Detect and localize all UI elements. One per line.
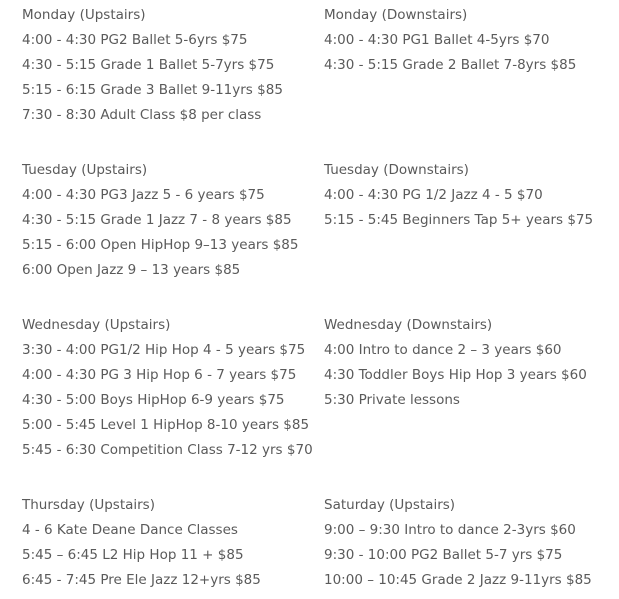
schedule-wednesday-upstairs bbox=[22, 314, 312, 464]
schedule-heading: Thursday (Upstairs) bbox=[22, 497, 155, 513]
class-entry: 5:00 - 5:45 Level 1 HipHop 8-10 years $85 bbox=[22, 417, 310, 433]
class-entry: 3:30 - 4:00 PG1/2 Hip Hop 4 - 5 years $75 bbox=[22, 342, 306, 358]
schedule-monday-upstairs bbox=[22, 4, 312, 129]
class-entry: 6:45 - 7:45 Pre Ele Jazz 12+yrs $85 bbox=[22, 572, 261, 588]
class-entry: 4:30 - 5:15 Grade 1 Ballet 5-7yrs $75 bbox=[22, 57, 275, 73]
schedule-tuesday-downstairs bbox=[324, 159, 614, 234]
schedule-thursday-upstairs bbox=[22, 494, 312, 594]
schedule-monday-downstairs bbox=[324, 4, 614, 79]
class-entry: 4:00 - 4:30 PG 1/2 Jazz 4 - 5 $70 bbox=[324, 187, 543, 203]
schedule-wednesday-downstairs bbox=[324, 314, 614, 414]
class-entry: 4:30 - 5:00 Boys HipHop 6-9 years $75 bbox=[22, 392, 285, 408]
class-entry: 4:00 - 4:30 PG1 Ballet 4-5yrs $70 bbox=[324, 32, 550, 48]
class-entry: 5:15 - 5:45 Beginners Tap 5+ years $75 bbox=[324, 212, 594, 228]
schedule-heading: Wednesday (Downstairs) bbox=[324, 317, 493, 333]
class-entry: 10:00 – 10:45 Grade 2 Jazz 9-11yrs $85 bbox=[324, 572, 592, 588]
class-entry: 9:00 – 9:30 Intro to dance 2-3yrs $60 bbox=[324, 522, 576, 538]
class-entry: 5:45 – 6:45 L2 Hip Hop 11 + $85 bbox=[22, 547, 244, 563]
class-entry: 6:00 Open Jazz 9 – 13 years $85 bbox=[22, 262, 241, 278]
class-entry: 5:45 - 6:30 Competition Class 7-12 yrs $70 bbox=[22, 442, 313, 458]
class-entry: 5:30 Private lessons bbox=[324, 392, 460, 408]
class-entry: 4:30 - 5:15 Grade 2 Ballet 7-8yrs $85 bbox=[324, 57, 577, 73]
class-entry: 4:00 - 4:30 PG 3 Hip Hop 6 - 7 years $75 bbox=[22, 367, 297, 383]
schedule-tuesday-upstairs bbox=[22, 159, 312, 284]
class-entry: 5:15 - 6:15 Grade 3 Ballet 9-11yrs $85 bbox=[22, 82, 283, 98]
schedule-saturday-upstairs bbox=[324, 494, 614, 594]
class-entry: 4:00 - 4:30 PG3 Jazz 5 - 6 years $75 bbox=[22, 187, 265, 203]
class-entry: 4:30 Toddler Boys Hip Hop 3 years $60 bbox=[324, 367, 587, 383]
class-entry: 4:30 - 5:15 Grade 1 Jazz 7 - 8 years $85 bbox=[22, 212, 292, 228]
class-entry: 4 - 6 Kate Deane Dance Classes bbox=[22, 522, 238, 538]
schedule-heading: Monday (Downstairs) bbox=[324, 7, 468, 23]
schedule-heading: Saturday (Upstairs) bbox=[324, 497, 456, 513]
class-entry: 5:15 - 6:00 Open HipHop 9–13 years $85 bbox=[22, 237, 299, 253]
schedule-heading: Tuesday (Upstairs) bbox=[22, 162, 148, 178]
class-entry: 9:30 - 10:00 PG2 Ballet 5-7 yrs $75 bbox=[324, 547, 563, 563]
class-entry: 4:00 - 4:30 PG2 Ballet 5-6yrs $75 bbox=[22, 32, 248, 48]
class-entry: 4:00 Intro to dance 2 – 3 years $60 bbox=[324, 342, 562, 358]
schedule-heading: Monday (Upstairs) bbox=[22, 7, 146, 23]
schedule-heading: Wednesday (Upstairs) bbox=[22, 317, 171, 333]
schedule-heading: Tuesday (Downstairs) bbox=[324, 162, 469, 178]
class-entry: 7:30 - 8:30 Adult Class $8 per class bbox=[22, 107, 262, 123]
